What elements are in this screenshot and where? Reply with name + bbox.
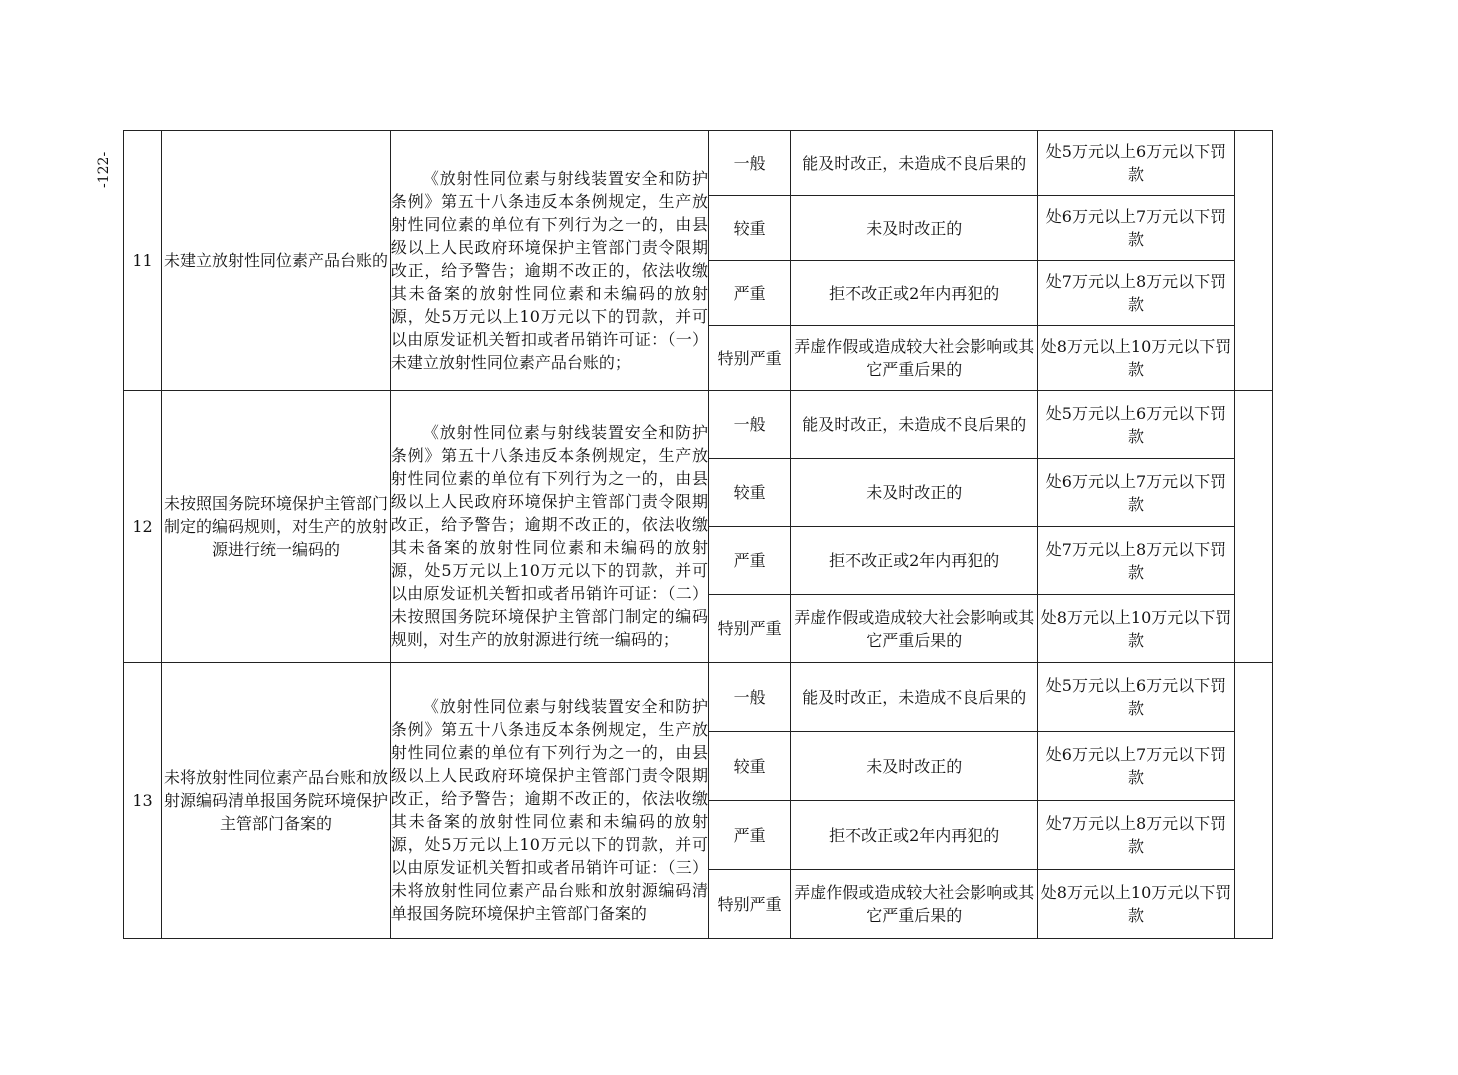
circumstance: 弄虚作假或造成较大社会影响或其它严重后果的 [791, 595, 1038, 663]
circumstance: 未及时改正的 [791, 459, 1038, 527]
severity-level: 较重 [709, 196, 791, 261]
penalty: 处7万元以上8万元以下罚款 [1038, 801, 1235, 870]
penalty: 处5万元以上6万元以下罚款 [1038, 131, 1235, 196]
severity-level: 特别严重 [709, 595, 791, 663]
table-row [124, 131, 1273, 196]
severity-level: 一般 [709, 391, 791, 459]
severity-level: 一般 [709, 663, 791, 732]
circumstance: 能及时改正，未造成不良后果的 [791, 663, 1038, 732]
remarks-cell [1234, 391, 1272, 663]
penalty: 处6万元以上7万元以下罚款 [1038, 196, 1235, 261]
item-number: 13 [124, 663, 162, 939]
penalty: 处6万元以上7万元以下罚款 [1038, 459, 1235, 527]
violation-description: 未将放射性同位素产品台账和放射源编码清单报国务院环境保护主管部门备案的 [162, 663, 391, 939]
page-number: -122- [96, 151, 112, 189]
severity-level: 较重 [709, 459, 791, 527]
penalty: 处7万元以上8万元以下罚款 [1038, 261, 1235, 326]
item-number: 11 [124, 131, 162, 391]
item-number: 12 [124, 391, 162, 663]
penalty: 处6万元以上7万元以下罚款 [1038, 732, 1235, 801]
table-row [124, 663, 1273, 732]
remarks-cell [1234, 663, 1272, 939]
circumstance: 未及时改正的 [791, 196, 1038, 261]
severity-level: 严重 [709, 527, 791, 595]
remarks-cell [1234, 131, 1272, 391]
circumstance: 能及时改正，未造成不良后果的 [791, 391, 1038, 459]
penalty: 处5万元以上6万元以下罚款 [1038, 663, 1235, 732]
legal-basis: 《放射性同位素与射线装置安全和防护条例》第五十八条违反本条例规定，生产放射性同位素的单位有下列行为之一的，由县级以上人民政府环境保护主管部门责令限期改正，给予警告；逾期不改正的，依法收缴其未备案的放射性同位素和未编码的放射源，处5万元以上10万元以下的罚款，并可以由原发证机关暂扣或者吊销许可证：（二）未按照国务院环境保护主管部门制定的编码规则，对生产的放射源进行统一编码的； [390, 391, 708, 663]
severity-level: 特别严重 [709, 326, 791, 391]
legal-basis: 《放射性同位素与射线装置安全和防护条例》第五十八条违反本条例规定，生产放射性同位素的单位有下列行为之一的，由县级以上人民政府环境保护主管部门责令限期改正，给予警告；逾期不改正的，依法收缴其未备案的放射性同位素和未编码的放射源，处5万元以上10万元以下的罚款，并可以由原发证机关暂扣或者吊销许可证：（一）未建立放射性同位素产品台账的； [390, 131, 708, 391]
severity-level: 严重 [709, 801, 791, 870]
circumstance: 弄虚作假或造成较大社会影响或其它严重后果的 [791, 870, 1038, 939]
violation-description: 未按照国务院环境保护主管部门制定的编码规则，对生产的放射源进行统一编码的 [162, 391, 391, 663]
legal-basis: 《放射性同位素与射线装置安全和防护条例》第五十八条违反本条例规定，生产放射性同位素的单位有下列行为之一的，由县级以上人民政府环境保护主管部门责令限期改正，给予警告；逾期不改正的，依法收缴其未备案的放射性同位素和未编码的放射源，处5万元以上10万元以下的罚款，并可以由原发证机关暂扣或者吊销许可证：（三）未将放射性同位素产品台账和放射源编码清单报国务院环境保护主管部门备案的 [390, 663, 708, 939]
circumstance: 拒不改正或2年内再犯的 [791, 527, 1038, 595]
circumstance: 拒不改正或2年内再犯的 [791, 261, 1038, 326]
circumstance: 未及时改正的 [791, 732, 1038, 801]
penalty: 处8万元以上10万元以下罚款 [1038, 326, 1235, 391]
penalty-table [123, 130, 1273, 939]
circumstance: 弄虚作假或造成较大社会影响或其它严重后果的 [791, 326, 1038, 391]
table-row [124, 391, 1273, 459]
penalty: 处8万元以上10万元以下罚款 [1038, 870, 1235, 939]
circumstance: 能及时改正，未造成不良后果的 [791, 131, 1038, 196]
severity-level: 较重 [709, 732, 791, 801]
penalty: 处7万元以上8万元以下罚款 [1038, 527, 1235, 595]
severity-level: 一般 [709, 131, 791, 196]
circumstance: 拒不改正或2年内再犯的 [791, 801, 1038, 870]
severity-level: 严重 [709, 261, 791, 326]
penalty: 处8万元以上10万元以下罚款 [1038, 595, 1235, 663]
severity-level: 特别严重 [709, 870, 791, 939]
penalty: 处5万元以上6万元以下罚款 [1038, 391, 1235, 459]
violation-description: 未建立放射性同位素产品台账的 [162, 131, 391, 391]
